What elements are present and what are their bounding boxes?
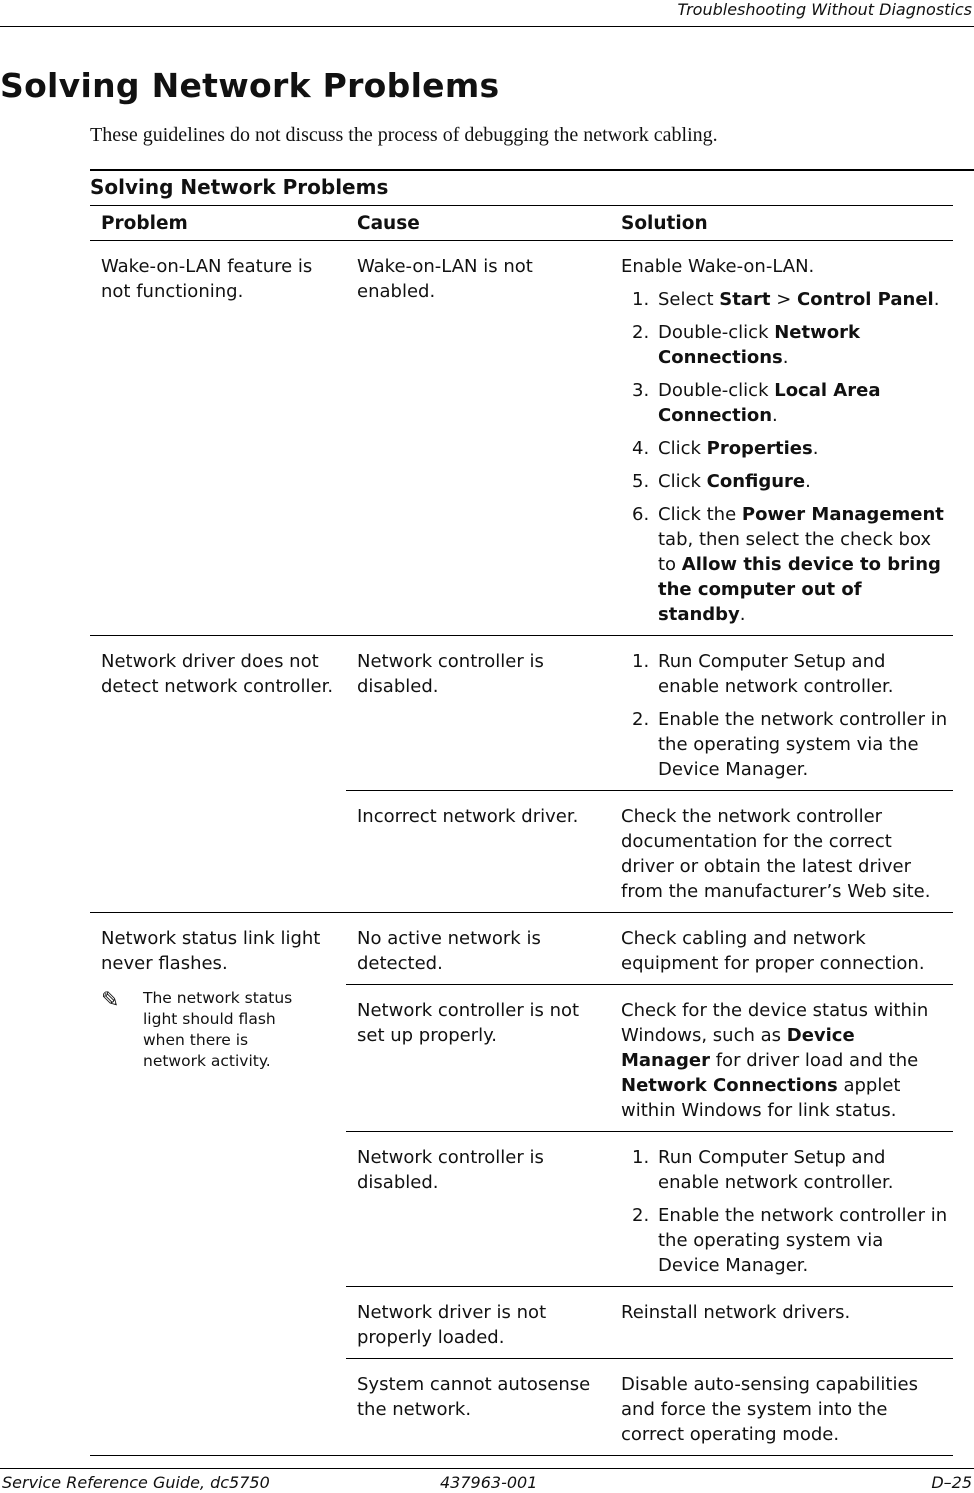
ui-term: Control Panel xyxy=(797,289,934,310)
running-header-title: Troubleshooting Without Diagnostics xyxy=(677,0,972,19)
cause-cell: System cannot autosense the network. xyxy=(357,1374,591,1420)
column-header-cause: Cause xyxy=(357,212,420,234)
table-row xyxy=(346,1287,953,1359)
table-row xyxy=(346,985,953,1132)
ui-term: Network Connections xyxy=(621,1075,838,1096)
table-row xyxy=(346,1359,953,1455)
problem-group-link-light xyxy=(90,913,953,1456)
cause-cell: Network driver is not properly loaded. xyxy=(357,1302,547,1348)
intro-paragraph: These guidelines do not discuss the process of debugging the network cabling. xyxy=(90,124,718,146)
cause-cell: Incorrect network driver. xyxy=(357,806,579,827)
ui-term: Power Management xyxy=(741,504,944,525)
table-row xyxy=(346,636,953,791)
running-header xyxy=(0,0,974,27)
running-footer xyxy=(0,1468,974,1493)
solution-steps xyxy=(621,287,949,627)
solution-cell: Check for the device status within Windows, such as Device Manager for driver load and the Network Connections applet within Windows for link status. xyxy=(621,1000,929,1121)
note xyxy=(101,988,336,1072)
problem-text: Network status link light never flashes. xyxy=(101,928,321,974)
table-row xyxy=(346,241,953,635)
solution-step: 1. Run Computer Setup and enable network controller. xyxy=(632,651,894,697)
column-header-solution: Solution xyxy=(621,212,708,234)
cause-cell: No active network is detected. xyxy=(357,928,541,974)
ui-term: Configure xyxy=(706,471,806,492)
problem-cell: Network driver does not detect network controller. xyxy=(101,651,334,697)
solution-step: 6. Click the Power Management tab, then select the check box to Allow this device to bring the computer out of standby. xyxy=(632,504,944,625)
ui-term: Start xyxy=(719,289,771,310)
network-problems-table xyxy=(90,169,974,1456)
solution-step: 1. Run Computer Setup and enable network controller. xyxy=(632,1147,894,1193)
solution-step: 2. Enable the network controller in the operating system via Device Manager. xyxy=(632,1205,948,1276)
cause-cell: Network controller is disabled. xyxy=(357,1147,544,1193)
solution-cell: Check the network controller documentation for the correct driver or obtain the latest driver from the manufacturer’s Web site. xyxy=(621,806,931,902)
solution-step: 1. Select Start > Control Panel. xyxy=(632,289,940,310)
problem-group-driver-detect xyxy=(90,636,953,913)
table-row xyxy=(346,1132,953,1287)
ui-term: Properties xyxy=(706,438,813,459)
cause-cell: Network controller is disabled. xyxy=(357,651,544,697)
solution-step: 2. Enable the network controller in the operating system via the Device Manager. xyxy=(632,709,948,780)
solution-steps xyxy=(621,1145,949,1278)
table-row xyxy=(346,791,953,912)
note-text: The network status light should flash when there is network activity. xyxy=(143,989,293,1070)
ui-term: Local Area Connection xyxy=(658,380,881,426)
solution-cell xyxy=(610,1132,953,1286)
problem-group-wake-on-lan xyxy=(90,241,953,636)
solution-cell: Check cabling and network equipment for proper connection. xyxy=(621,928,925,974)
solution-lead: Enable Wake-on-LAN. xyxy=(621,256,815,277)
solution-step: 4. Click Properties. xyxy=(632,438,819,459)
solution-cell xyxy=(610,241,953,635)
ui-term: Device Manager xyxy=(621,1025,855,1071)
table-title: Solving Network Problems xyxy=(90,169,974,205)
footer-page-number: D–25 xyxy=(931,1473,972,1492)
table-header-row xyxy=(90,205,953,241)
solution-cell: Reinstall network drivers. xyxy=(621,1302,851,1323)
footer-part-number: 437963-001 xyxy=(440,1473,538,1492)
solution-step: 5. Click Configure. xyxy=(632,471,811,492)
solution-cell: Disable auto-sensing capabilities and force the system into the correct operating mode. xyxy=(621,1374,918,1445)
cause-cell: Network controller is not set up properly. xyxy=(357,1000,580,1046)
column-header-problem: Problem xyxy=(101,212,188,234)
footer-guide-title: Service Reference Guide, dc5750 xyxy=(2,1473,270,1492)
cause-cell: Wake-on-LAN is not enabled. xyxy=(357,256,533,302)
solution-step: 2. Double-click Network Connections. xyxy=(632,322,860,368)
problem-cell: Wake-on-LAN feature is not functioning. xyxy=(101,256,313,302)
solution-step: 3. Double-click Local Area Connection. xyxy=(632,380,881,426)
solution-steps xyxy=(621,649,949,782)
pencil-icon: ✎ xyxy=(101,988,120,1013)
page-title: Solving Network Problems xyxy=(0,66,500,105)
solution-cell xyxy=(610,636,953,790)
ui-term: Network Connections xyxy=(658,322,860,368)
ui-term: Allow this device to bring the computer out of standby xyxy=(658,554,941,625)
table-row xyxy=(346,913,953,985)
problem-cell xyxy=(90,913,346,1455)
